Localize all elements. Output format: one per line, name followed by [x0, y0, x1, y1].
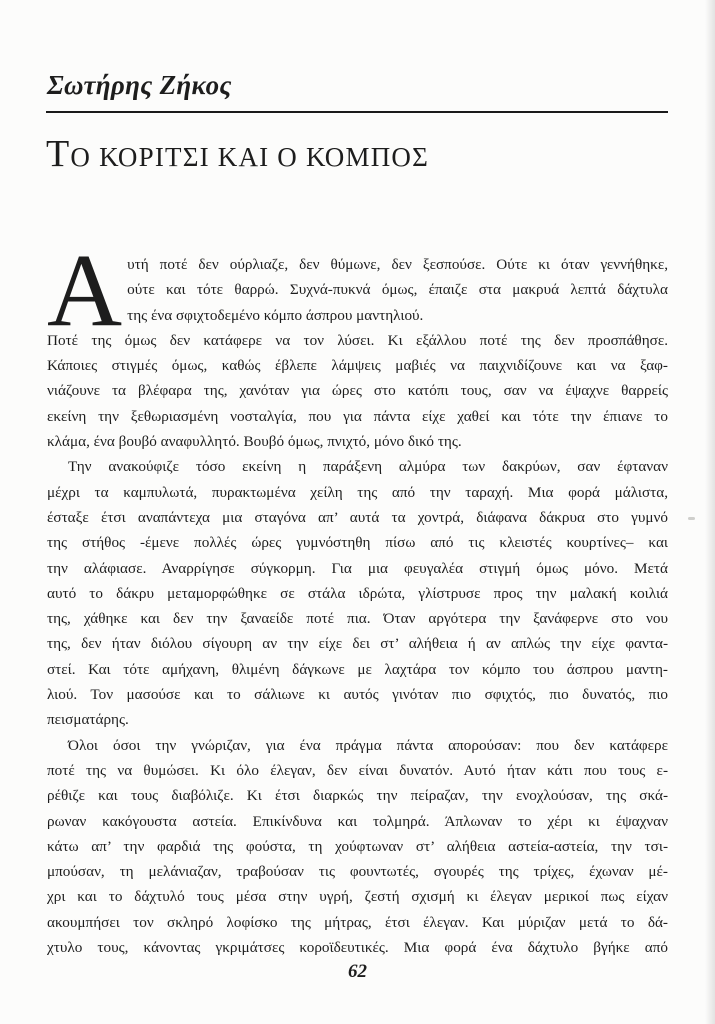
- text-line: πεισματάρης.: [47, 711, 129, 729]
- text-line: στεί. Και τότε αμήχανη, θλιμένη δάγκωνε με λαχτάρα τον κόμπο του άσπρου μαντη-: [47, 660, 668, 678]
- text-line: ρωναν κακόγουστα αστεία. Επικίνδυνα και τολμηρά. Άπλωναν το χέρι κι έψαχναν: [47, 812, 668, 830]
- drop-cap: Α: [47, 233, 123, 348]
- paragraph: [47, 328, 668, 454]
- text-line: Όλοι όσοι την γνώριζαν, για ένα πράγμα πάντα απορούσαν: που δεν κατάφερε: [68, 736, 668, 754]
- text-line: χτυλο τους, κάνοντας γκριμάτσες κοροϊδευτικές. Μια φορά ένα δάχτυλο βγήκε από: [47, 939, 668, 957]
- text-line: Κάποιες στιγμές όμως, καθώς έβλεπε λάμψεις μαβιές να παιχνιδίζουνε και να ξαφ-: [47, 357, 668, 375]
- text-line: έσταξε έτσι αναπάντεχα μια σταγόνα απ’ αυτά τα χοντρά, διάφανα δάκρυα στο γυμνό: [47, 508, 668, 526]
- page-number: 62: [348, 961, 367, 982]
- text-line: εκείνη την ξεθωριασμένη νοσταλγία, που για πάντα είχε χαθεί και τότε την έπιανε το: [47, 407, 668, 425]
- author-rule: [46, 111, 668, 113]
- text-line: Την ανακούφιζε τόσο εκείνη η παράξενη αλμύρα των δακρύων, σαν έφταναν: [68, 458, 668, 476]
- text-line: της ένα σφιχτοδεμένο κόμπο άσπρου μαντηλιού.: [127, 306, 424, 324]
- paragraph: [47, 454, 668, 732]
- text-line: ούτε και τότε θαρρώ. Συχνά-πυκνά όμως, έπαιζε στα μακρυά λεπτά δάχτυλα: [127, 281, 668, 299]
- text-line: ποτέ της να θυμώσει. Κι όλο έλεγαν, δεν είναι δυνατόν. Αυτό ήταν κάτι που τους ε-: [47, 761, 668, 779]
- paragraph: [47, 733, 668, 961]
- text-line: ακουμπήσει τον σκληρό λοφίσκο της μήτρας, έτσι έλεγαν. Και μύριζαν μετά το δά-: [47, 913, 668, 931]
- text-line: αυτό το δάκρυ μεταμορφώθηκε σε στάλα ιδρώτα, γλίστρυσε προς την μαλακή κοιλιά: [47, 584, 668, 602]
- text-line: λιού. Τον μασούσε και το σάλιωνε κι αυτός γινόταν πιο σφιχτός, πιο δυνατός, πιο: [47, 686, 668, 704]
- body-text: [47, 233, 668, 960]
- text-line: της, δεν ήταν διόλου σίγουρη αν την είχε δει στ’ αλήθεια ή αν απλώς την είχε φαντα-: [47, 635, 668, 653]
- scan-edge-shadow: [705, 0, 715, 1024]
- text-line: κλάμα, ένα βουβό αναφυλλητό. Βουβό όμως, πνιχτό, μόνο δικό της.: [47, 433, 462, 451]
- page-title: ΤΟ ΚΟΡΙΤΣΙ ΚΑΙ Ο ΚΟΜΠΟΣ: [46, 133, 430, 175]
- text-line: της στήθος -έμενε πολλές ώρες γυμνόστηθη πίσω από τις κλειστές κουρτίνες– και: [47, 534, 668, 552]
- text-line: ρέθιζε και τους διαβόλιζε. Κι έτσι διαρκώς την πείραζαν, την ενοχλούσαν, της σκά-: [47, 787, 668, 805]
- text-line: υτή ποτέ δεν ούρλιαζε, δεν θύμωνε, δεν ξεσπούσε. Ούτε κι όταν γεννήθηκε,: [127, 256, 668, 273]
- text-line: μπούσαν, τη μελάνιαζαν, τραβούσαν τις φουντωτές, σγουρές της τρίχες, έχωναν μέ-: [47, 863, 668, 881]
- scan-speck: [688, 517, 695, 520]
- text-line: την αλάφιασε. Αναρρίγησε σύγκορμη. Για μια φευγαλέα στιγμή όμως μόνο. Μετά: [47, 559, 668, 577]
- text-line: χρι και το δάχτυλό τους μέσα στην υγρή, ζεστή σχισμή κι έλεγαν μερικοί πως είχαν: [47, 888, 668, 906]
- text-line: κάτω απ’ την φαρδιά της φούστα, τη χούφτωναν στ’ αλήθεια αστεία-αστεία, την τσι-: [47, 837, 668, 855]
- text-line: της, χάθηκε και δεν την ξαναείδε ποτέ πια. Όταν αργότερα την ξανάφερνε στο νου: [47, 610, 668, 628]
- author-name: Σωτήρης Ζήκος: [47, 70, 232, 100]
- text-line: νιάζουνε τα βλέφαρα της, χανόταν για ώρες στο κατόπι τους, σαν να έψαχνε θαρρείς: [47, 382, 668, 400]
- text-line: Ποτέ της όμως δεν κατάφερε να τον λύσει. Κι εξάλλου ποτέ της δεν προσπάθησε.: [47, 331, 668, 349]
- text-line: μέχρι τα καμπυλωτά, πυρακτωμένα χείλη της από την ταραχή. Μια φορά μάλιστα,: [47, 483, 668, 501]
